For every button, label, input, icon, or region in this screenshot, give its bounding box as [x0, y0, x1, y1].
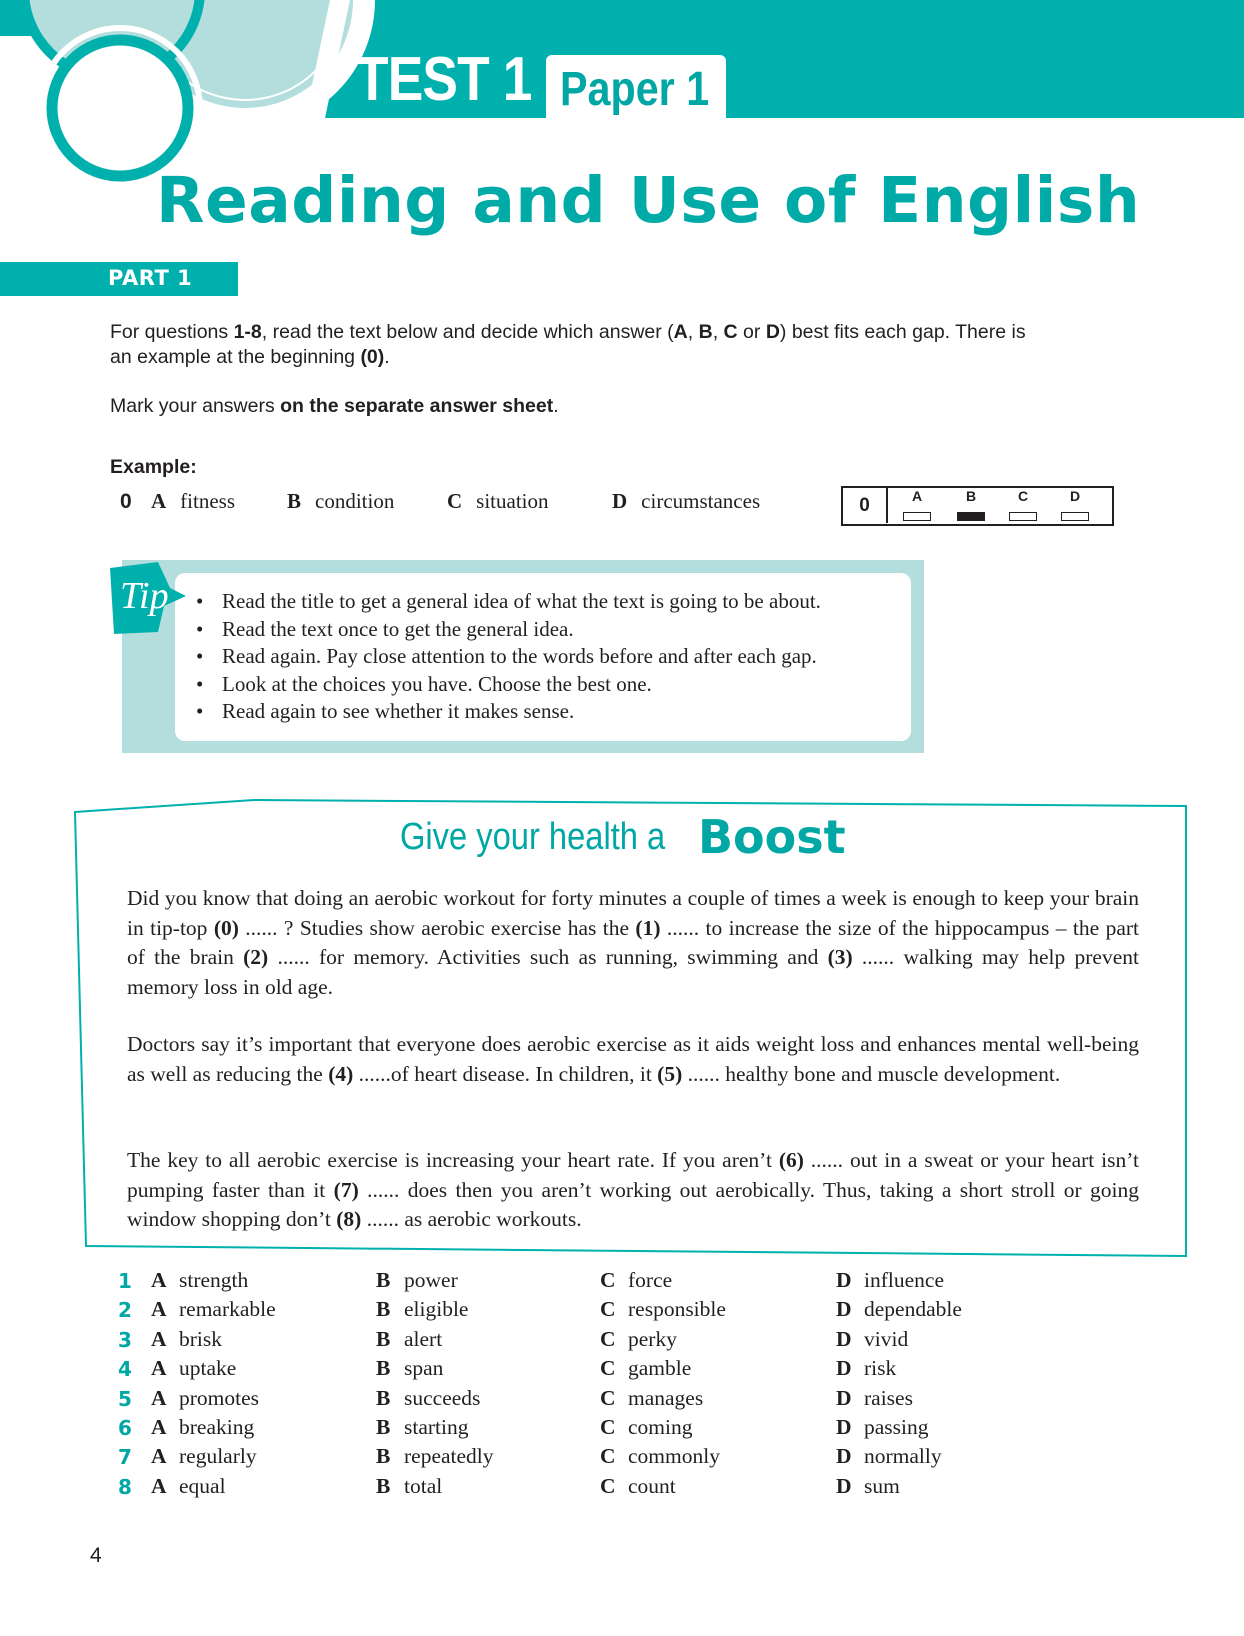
question-7-option-d [836, 1444, 942, 1469]
option-letter: C [600, 1415, 616, 1439]
example-number: 0 [120, 490, 132, 513]
instructions-line-1: For questions 1-8, read the text below and decide which answer (A, B, C or D) best fits each gap. There is [110, 321, 1026, 343]
question-3-option-a [151, 1327, 222, 1352]
option-word: vivid [864, 1326, 909, 1351]
answer-mark-b-selected [957, 512, 985, 521]
question-8-option-b [376, 1474, 442, 1499]
answer-box-letter-b: B [965, 488, 977, 504]
option-letter: A [151, 1415, 167, 1439]
option-word: passing [864, 1415, 929, 1439]
question-4-option-d [836, 1356, 896, 1381]
option-letter: A [151, 1326, 167, 1351]
option-word: regularly [179, 1444, 257, 1469]
option-word: force [628, 1268, 673, 1292]
question-5-option-b [376, 1386, 480, 1411]
page-title: Reading and Use of English [156, 164, 1141, 237]
reading-paragraph-3: The key to all aerobic exercise is increasing your heart rate. If you aren’t (6) ...... out in a sweat or your heart isn’t pumping faster than it (7) ...... does then you aren’t working out aerobically. Thus, taking a short stroll or going window shopping don’t (8) ...... as aerobic workouts. [127, 1148, 1139, 1231]
answer-mark-a [903, 512, 931, 521]
question-4-option-c [600, 1356, 691, 1381]
option-word: uptake [179, 1356, 237, 1381]
tip-item: • Read again to see whether it makes sense. [192, 698, 821, 726]
option-letter: D [836, 1415, 852, 1439]
question-3-option-b [376, 1327, 442, 1352]
answer-mark-c [1009, 512, 1037, 521]
option-word: total [404, 1473, 443, 1498]
option-letter: D [836, 1356, 852, 1381]
reading-paragraph-1: Did you know that doing an aerobic workout for forty minutes a couple of times a week is enough to keep your brain in tip-top (0) ...... ? Studies show aerobic exercise has the (1) ...... to increase the size of the hippocampus – the part of the brain (2) ...... for memory. Activities such as running, swimming and (3) ...... walking may help prevent memory loss in old age. [127, 886, 1139, 999]
option-word: succeeds [404, 1385, 481, 1410]
question-number: 1 [118, 1269, 132, 1293]
option-letter: A [151, 1444, 167, 1469]
option-word: risk [864, 1356, 897, 1381]
option-letter: B [376, 1444, 391, 1469]
option-word: power [404, 1268, 458, 1292]
question-4-option-b [376, 1356, 443, 1381]
tip-list [192, 588, 821, 726]
option-letter: A [151, 1268, 167, 1292]
option-word: promotes [179, 1385, 260, 1410]
question-1-option-d [836, 1268, 944, 1293]
option-word: sum [864, 1473, 900, 1498]
option-word: gamble [628, 1356, 692, 1381]
option-letter: A [151, 1473, 167, 1498]
answer-box-letter-d: D [1069, 488, 1081, 504]
question-number: 6 [118, 1416, 132, 1440]
example-option-b: B condition [287, 489, 395, 513]
answer-box-letter-a: A [911, 488, 923, 504]
question-2-option-b [376, 1297, 468, 1322]
question-7-option-a [151, 1444, 257, 1469]
example-option-c: C situation [447, 489, 549, 513]
reading-title-light: Give your health a [400, 816, 666, 858]
question-8-option-a [151, 1474, 226, 1499]
option-letter: B [376, 1326, 391, 1351]
question-6-option-a [151, 1415, 254, 1440]
paper-label: Paper 1 [560, 63, 710, 116]
option-word: raises [864, 1385, 913, 1410]
question-number: 4 [118, 1357, 132, 1382]
option-word: perky [628, 1326, 677, 1351]
option-letter: A [151, 1385, 167, 1410]
option-word: responsible [628, 1297, 726, 1322]
option-word: eligible [404, 1297, 469, 1322]
question-8-option-c [600, 1474, 676, 1499]
question-5-option-d [836, 1386, 913, 1411]
question-number: 5 [118, 1386, 132, 1411]
question-1-option-a [151, 1268, 248, 1293]
tip-icon [108, 562, 188, 638]
option-letter: C [600, 1268, 616, 1292]
option-letter: B [376, 1385, 391, 1410]
option-letter: D [836, 1326, 852, 1351]
question-7-option-b [376, 1444, 494, 1469]
option-letter: C [600, 1385, 616, 1410]
question-2-option-d [836, 1297, 962, 1322]
option-word: remarkable [179, 1297, 276, 1322]
question-number: 3 [118, 1327, 132, 1352]
question-3-option-d [836, 1327, 908, 1352]
option-letter: C [600, 1356, 616, 1381]
option-letter: B [376, 1415, 391, 1439]
option-letter: C [600, 1444, 616, 1469]
question-1-option-c [600, 1268, 672, 1293]
option-word: count [628, 1473, 676, 1498]
option-word: normally [864, 1444, 942, 1469]
option-letter: D [836, 1473, 852, 1498]
tip-item: • Read the title to get a general idea of what the text is going to be about. [192, 588, 821, 616]
option-word: breaking [179, 1415, 255, 1439]
question-8-option-d [836, 1474, 900, 1499]
question-6-option-d [836, 1415, 929, 1440]
option-word: starting [404, 1415, 469, 1439]
option-word: repeatedly [404, 1444, 494, 1469]
answer-mark-d [1061, 512, 1089, 521]
option-letter: B [376, 1473, 391, 1498]
option-letter: D [836, 1385, 852, 1410]
question-1-option-b [376, 1268, 458, 1293]
option-word: coming [628, 1415, 693, 1439]
option-letter: A [151, 1356, 167, 1381]
question-5-option-c [600, 1386, 703, 1411]
option-word: dependable [864, 1297, 962, 1322]
question-3-option-c [600, 1327, 677, 1352]
example-label: Example: [110, 456, 197, 478]
reading-title-bold: Boost [698, 810, 846, 864]
page-number: 4 [90, 1544, 102, 1567]
question-2-option-c [600, 1297, 726, 1322]
option-letter: B [376, 1297, 391, 1322]
reading-paragraph-2: Doctors say it’s important that everyone does aerobic exercise as it aids weight loss and enhances mental well-being as well as reducing the (4) ......of heart disease. In children, it (5) ...... healthy bone and muscle development. [127, 1032, 1139, 1086]
option-word: brisk [179, 1326, 222, 1351]
option-word: manages [628, 1385, 704, 1410]
option-letter: B [376, 1356, 391, 1381]
question-5-option-a [151, 1386, 259, 1411]
question-2-option-a [151, 1297, 276, 1322]
option-word: alert [404, 1326, 443, 1351]
option-letter: C [600, 1326, 616, 1351]
question-6-option-b [376, 1415, 469, 1440]
option-word: strength [179, 1268, 249, 1292]
question-4-option-a [151, 1356, 236, 1381]
question-number: 8 [118, 1474, 132, 1499]
answer-box-number: 0 [843, 488, 888, 523]
option-letter: D [836, 1444, 852, 1469]
option-word: equal [179, 1473, 226, 1498]
example-option-d: D circumstances [612, 489, 761, 513]
tip-icon-label: Tip [120, 575, 169, 617]
question-number: 7 [118, 1445, 132, 1470]
tip-item: • Look at the choices you have. Choose the best one. [192, 671, 821, 699]
option-letter: D [836, 1297, 852, 1322]
option-word: commonly [628, 1444, 720, 1469]
option-word: span [404, 1356, 444, 1381]
example-option-a: A fitness [151, 489, 235, 513]
option-letter: B [376, 1268, 391, 1292]
instructions-line-2: an example at the beginning (0). [110, 346, 390, 368]
test-title: TEST 1 [356, 45, 532, 114]
option-word: influence [864, 1268, 944, 1292]
question-6-option-c [600, 1415, 693, 1440]
option-letter: C [600, 1297, 616, 1322]
answer-box-letter-c: C [1017, 488, 1029, 504]
part-label: PART 1 [108, 266, 193, 290]
example-answer-box [841, 486, 1114, 526]
question-number: 2 [118, 1298, 132, 1323]
question-7-option-c [600, 1444, 720, 1469]
option-letter: C [600, 1473, 616, 1498]
tip-item: • Read again. Pay close attention to the words before and after each gap. [192, 643, 821, 671]
tip-item: • Read the text once to get the general idea. [192, 616, 821, 644]
reading-title [400, 810, 846, 864]
option-letter: A [151, 1297, 167, 1322]
option-letter: D [836, 1268, 852, 1292]
mark-answers-instruction: Mark your answers on the separate answer sheet. [110, 395, 559, 417]
